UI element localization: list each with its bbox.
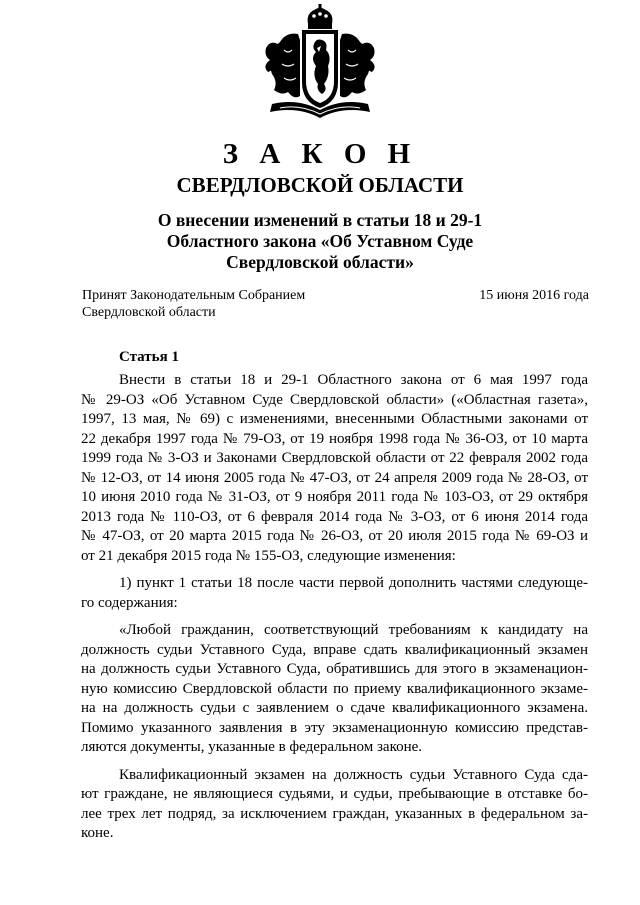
text-line: го содержания:: [81, 594, 178, 611]
text-line: ляются документы, указанные в федеральном законе.: [81, 739, 423, 755]
text-line: ную комиссию Свердловской области по приему квалификационного экзаме-: [81, 680, 588, 697]
subtitle-line: Областного закона «Об Уставном Суде: [166, 231, 474, 251]
text-line: Квалификационный экзамен на должность судьи Уставного Суда сда-: [119, 766, 588, 783]
text-line: Внести в статьи 18 и 29-1 Областного закона от 6 мая 1997 года: [119, 372, 588, 388]
document-region: СВЕРДЛОВСКОЙ ОБЛАСТИ: [176, 173, 464, 197]
text-line: на на должность судьи с заявлением о сдаче квалификационного экзамена.: [81, 700, 588, 716]
paragraph: [81, 371, 588, 566]
text-line: ют граждане, не являющиеся судьями, и судьи, пребывающие в отставке бо-: [81, 786, 588, 802]
paragraph: [81, 621, 588, 758]
document-subtitle: [140, 210, 500, 273]
text-line: № 12-ОЗ, от 14 июня 2005 года № 47-ОЗ, от 24 апреля 2009 года № 28-ОЗ, от: [81, 469, 588, 486]
text-line: 22 декабря 1997 года № 79-ОЗ, от 19 ноября 1998 года № 36-ОЗ, от 10 марта: [81, 430, 588, 447]
text-line: 2013 года № 110-ОЗ, от 6 февраля 2014 года № 3-ОЗ, от 6 июня 2014 года: [81, 508, 588, 525]
text-line: Помимо указанного заявления в эту экзаменационную комиссию представ-: [81, 719, 588, 736]
text-line: 1997, 13 мая, № 69) с изменениями, внесенными Областными законами от: [81, 411, 588, 427]
text-line: «Любой гражданин, соответствующий требованиям к кандидату на: [119, 622, 588, 638]
adoption-note: [82, 287, 305, 321]
text-line: № 47-ОЗ, от 20 марта 2015 года № 26-ОЗ, от 20 июля 2015 года № 69-ОЗ и: [81, 528, 588, 544]
coat-of-arms-icon: [258, 4, 382, 122]
text-line: лее трех лет подряд, за исключением граждан, указанных в федеральном за-: [81, 805, 588, 822]
text-line: № 29-ОЗ «Об Уставном Суде Свердловской области» («Областная газета»,: [81, 391, 588, 408]
text-line: от 21 декабря 2015 года № 155-ОЗ, следующие изменения:: [81, 547, 456, 564]
subtitle-line: Свердловской области»: [226, 252, 414, 272]
adoption-line: Принят Законодательным Собранием: [82, 288, 306, 303]
text-line: на должность судьи Уставного Суда, обратившись для этого в экзаменацион-: [81, 661, 588, 677]
text-line: 10 июня 2010 года № 31-ОЗ, от 9 ноября 2011 года № 103-ОЗ, от 29 октября: [81, 489, 588, 505]
document-title: З А К О Н: [222, 138, 418, 170]
paragraph: [81, 574, 588, 613]
text-line: коне.: [81, 825, 114, 841]
text-line: должность судьи Уставного Суда, вправе сдать квалификационный экзамен: [81, 641, 588, 658]
adoption-date: 15 июня 2016 года: [479, 288, 589, 303]
text-line: 1999 года № 3-ОЗ и Законами Свердловской области от 22 февраля 2002 года: [81, 450, 588, 466]
article-body: [81, 371, 588, 844]
paragraph: [81, 766, 588, 844]
adoption-line: Свердловской области: [82, 305, 216, 320]
article-title: Статья 1: [119, 349, 179, 365]
text-line: 1) пункт 1 статьи 18 после части первой дополнить частями следующе-: [119, 575, 588, 591]
subtitle-line: О внесении изменений в статьи 18 и 29-1: [157, 210, 483, 230]
